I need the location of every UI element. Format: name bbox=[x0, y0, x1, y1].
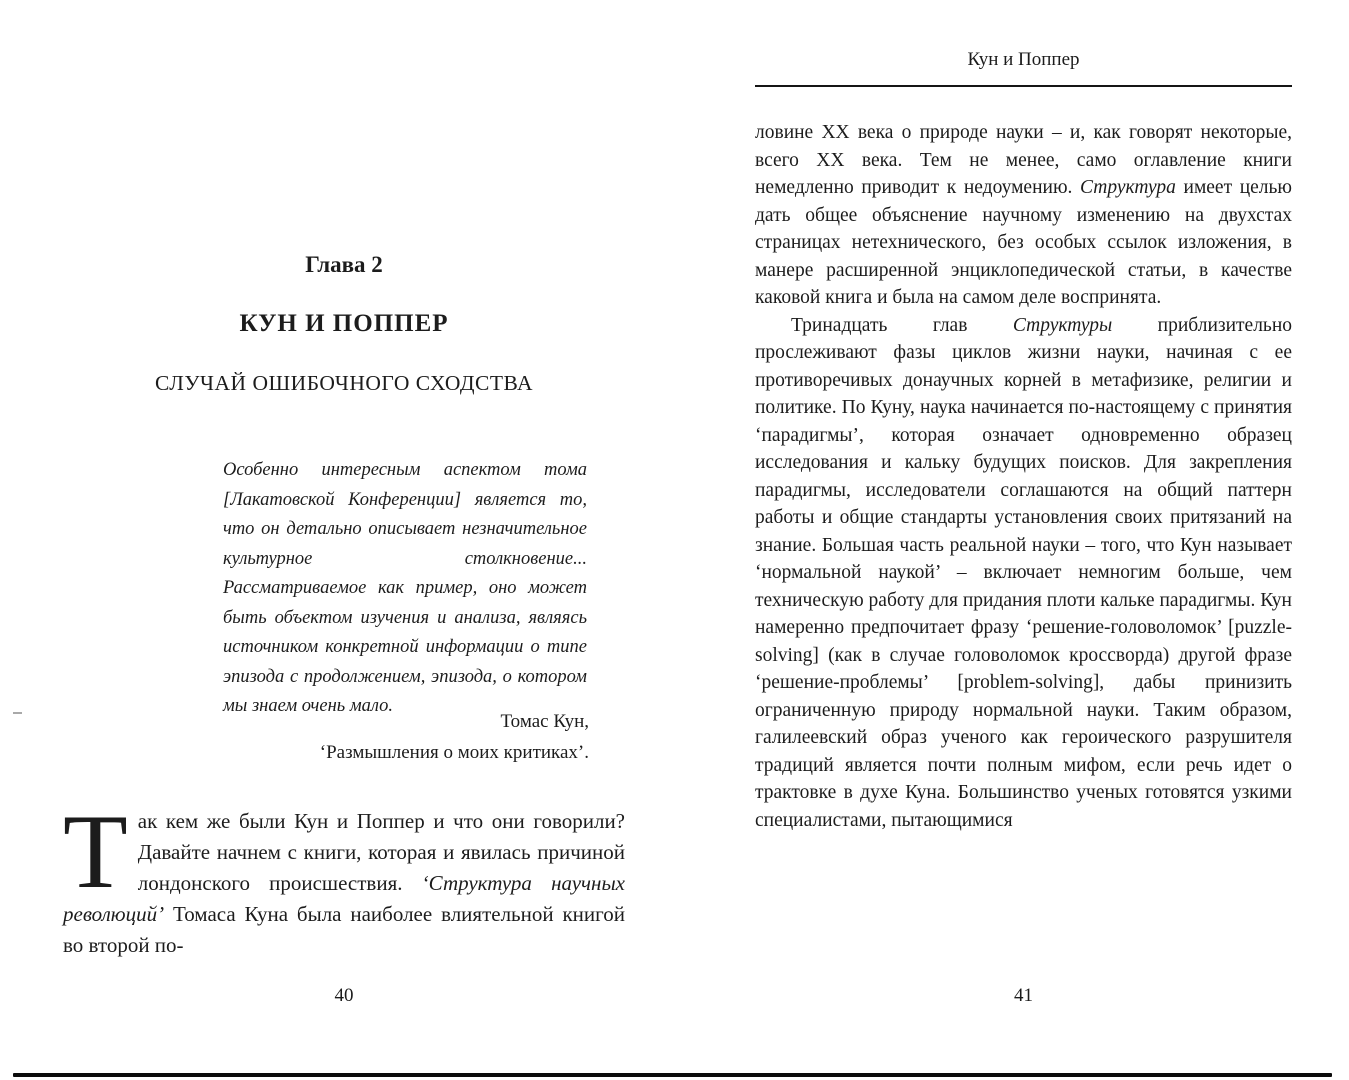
page-number-right: 41 bbox=[1014, 985, 1033, 1006]
body-paragraph-text: ак кем же были Кун и Поппер и что они говорили? Давайте начнем с книги, которая и явилась причиной лондонского происшествия. ‘Структура научных революций’ Томаса Куна была наиболее влиятельной книгой во второй по- bbox=[63, 809, 626, 957]
chapter-subtitle: СЛУЧАЙ ОШИБОЧНОГО СХОДСТВА bbox=[154, 371, 534, 395]
body-paragraph bbox=[63, 793, 626, 961]
scan-artifact-bottom-line bbox=[13, 1073, 1332, 1077]
page-body bbox=[755, 119, 1292, 834]
chapter-label: Глава 2 bbox=[305, 252, 383, 277]
page-number-left: 40 bbox=[334, 985, 354, 1006]
left-page bbox=[63, 0, 625, 1080]
running-header: Кун и Поппер bbox=[967, 49, 1080, 70]
scan-artifact-dash bbox=[13, 712, 22, 714]
running-header-rule bbox=[755, 85, 1292, 87]
chapter-title: КУН И ПОППЕР bbox=[239, 310, 449, 337]
epigraph-attribution-work: ‘Размышления о моих критиках’. bbox=[319, 742, 589, 763]
drop-cap: Т bbox=[63, 793, 128, 910]
body-paragraph: Тринадцать глав Структуры приблизительно прослеживают фазы циклов жизни науки, начиная с ее противоречивых донаучных корней в метафизике, религии и политике. По Куну, наука начинается по-настоящему с принятия ‘парадигмы’, которая означает одновременно образец исследования и кальку будущих поисков. Для закрепления парадигмы, исследователи соглашаются на общий паттерн работы и общие стандарты установления своих притязаний на знание. Большая часть реальной науки – того, что Кун называет ‘нормальной наукой’ – включает немногим больше, чем техническую работу для придания плоти кальке парадигмы. Кун намеренно предпочитает фразу ‘решение-головоломок’ [puzzle-solving] (как в случае головоломок кроссворда) другой фразе ‘решение-проблемы’ [problem-solving], дабы принизить ограниченную природу нормальной науки. Таким образом, галилеевский образ ученого как героического разрушителя традиций является почти полным мифом, если речь идет о трактовке в духе Куна. Большинство ученых готовятся узкими специалистами, пытающимися bbox=[755, 314, 1292, 831]
epigraph-attribution bbox=[223, 706, 589, 768]
right-page bbox=[755, 0, 1292, 1080]
epigraph: Особенно интересным аспектом тома [Лакатовской Конференции] является то, что он детально описывает незначительное культурное столкновение... Рассматриваемое как пример, оно может быть объектом изучения и анализа, являясь источником конкретной информации о типе эпизода с продолжением, эпизода, о котором мы знаем очень мало. bbox=[223, 460, 587, 716]
body-paragraph: ловине XX века о природе науки – и, как говорят некоторые, всего XX века. Тем не менее, само оглавление книги немедленно приводит к недоумению. Структура имеет целью дать общее объяснение научному изменению на двухстах страницах нетехнического, без особых ссылок изложения, в манере расширенной энциклопедической статьи, в качестве каковой книга и была на самом деле воспринята. bbox=[755, 122, 1293, 308]
epigraph-attribution-author: Томас Кун, bbox=[500, 711, 589, 732]
